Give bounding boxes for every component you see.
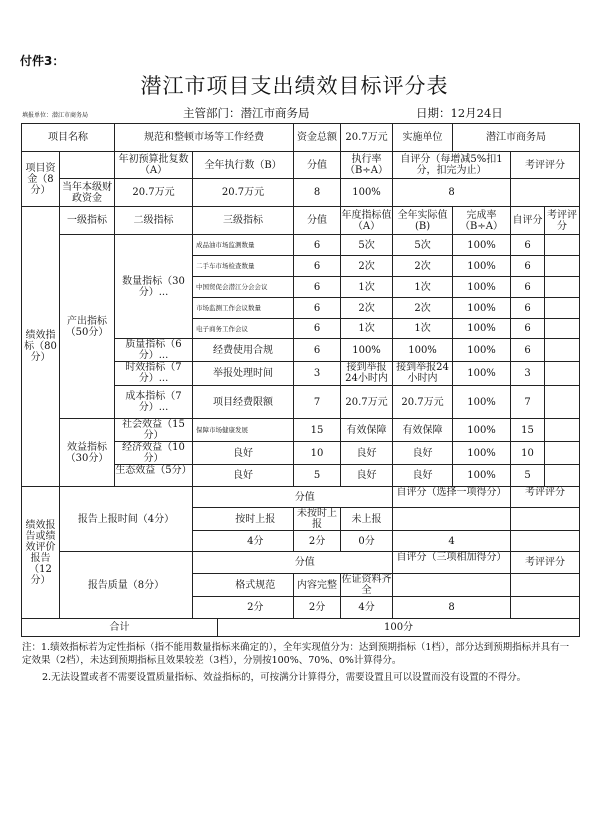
report-quality-gap <box>193 552 218 574</box>
indicator-eval <box>545 298 580 319</box>
indicator-actual: 1次 <box>393 319 453 339</box>
funds-eval-header: 考评评分 <box>511 152 580 179</box>
indicator-self: 6 <box>511 298 545 319</box>
indicator-target: 良好 <box>341 465 393 487</box>
level2-header: 二级指标 <box>115 207 193 235</box>
indicator-eval <box>545 277 580 298</box>
annual-budget-value: 20.7万元 <box>115 179 193 207</box>
report-quality-gap <box>193 597 218 619</box>
table-row <box>22 419 580 442</box>
project-row <box>22 124 580 152</box>
indicator-target: 1次 <box>341 319 393 339</box>
indicator-actual: 1次 <box>393 277 453 298</box>
report-time-eval-blank <box>511 508 580 531</box>
indicator-self: 7 <box>511 386 545 419</box>
indicator-score: 15 <box>294 419 341 442</box>
indicator-rate: 100% <box>453 419 511 442</box>
perf-score-header: 分值 <box>294 207 341 235</box>
indicator-score: 5 <box>294 465 341 487</box>
indicator-name: 电子商务工作会议 <box>193 319 294 339</box>
report-time-eval-value <box>511 531 580 552</box>
total-funds-label: 资金总额 <box>294 124 341 152</box>
report-time-self-blank <box>393 508 511 531</box>
indicator-name: 经费使用合规 <box>193 339 294 362</box>
indicator-target: 良好 <box>341 442 393 465</box>
indicator-score: 3 <box>294 362 341 386</box>
indicator-eval <box>545 362 580 386</box>
funds-section-label: 项目资金（8分） <box>22 152 60 207</box>
report-time-gap <box>193 508 218 531</box>
page-title: 潜江市项目支出绩效目标评分表 <box>140 74 449 98</box>
indicator-eval <box>545 339 580 362</box>
indicator-eval <box>545 319 580 339</box>
perf-header-row <box>22 207 580 235</box>
full-year-exec-header: 全年执行数（B） <box>193 152 294 179</box>
table-row <box>22 235 580 256</box>
indicator-eval <box>545 235 580 256</box>
funds-header-row <box>22 152 580 179</box>
indicator-name: 成品油市场监测数量 <box>193 235 294 256</box>
rate-header: 完成率（B÷A） <box>453 207 511 235</box>
indicator-target: 有效保障 <box>341 419 393 442</box>
indicator-rate: 100% <box>453 442 511 465</box>
indicator-actual: 5次 <box>393 235 453 256</box>
project-name-label: 项目名称 <box>22 124 115 152</box>
impl-unit-label: 实施单位 <box>393 124 453 152</box>
quantity-group-label: 数量指标（30分）... <box>115 235 193 339</box>
report-quality-gap <box>193 574 218 597</box>
effect-indicator-label: 效益指标（30分） <box>60 419 115 487</box>
project-name: 规范和整顿市场等工作经费 <box>115 124 294 152</box>
exec-rate-header: 执行率（B÷A） <box>341 152 393 179</box>
indicator-self: 6 <box>511 319 545 339</box>
indicator-name: 良好 <box>193 465 294 487</box>
report-section-label: 绩效报告或绩效评价报告（12分） <box>22 487 60 619</box>
report-time-gap <box>193 487 218 508</box>
indicator-actual: 2次 <box>393 256 453 277</box>
level1-header: 一级指标 <box>60 207 115 235</box>
indicator-eval <box>545 419 580 442</box>
economic-group-label: 经济效益（10分） <box>115 442 193 465</box>
indicator-actual: 20.7万元 <box>393 386 453 419</box>
social-group-label: 社会效益（15分） <box>115 419 193 442</box>
note-1: 注：1.绩效指标若为定性指标（指不能用数量指标来确定的），全年实现值分为：达到预期指标（1档），部分达到预期指标并具有一定效果（2档），未达到预期指标且效果较差（3档），分别按100%、70%、0%计算得分。 <box>22 642 570 666</box>
indicator-eval <box>545 256 580 277</box>
funds-row-label: 当年本级财政资金 <box>60 179 115 207</box>
funds-blank <box>60 152 115 179</box>
score-table <box>21 123 580 637</box>
indicator-name: 良好 <box>193 442 294 465</box>
target-header: 年度指标值（A） <box>341 207 393 235</box>
indicator-self: 10 <box>511 442 545 465</box>
report-quality-eval-header: 考评评分 <box>511 552 580 574</box>
report-time-self-value: 4 <box>393 531 511 552</box>
indicator-rate: 100% <box>453 277 511 298</box>
report-quality-eval-value <box>511 597 580 619</box>
total-row <box>22 619 580 637</box>
late-label: 未按时上报 <box>294 508 341 531</box>
indicator-score: 6 <box>294 235 341 256</box>
indicator-self: 6 <box>511 339 545 362</box>
indicator-rate: 100% <box>453 339 511 362</box>
indicator-actual: 2次 <box>393 298 453 319</box>
complete-score: 2分 <box>294 597 341 619</box>
report-time-score-header: 分值 <box>218 487 393 508</box>
indicator-target: 5次 <box>341 235 393 256</box>
indicator-target: 20.7万元 <box>341 386 393 419</box>
funds-self-score-value: 8 <box>393 179 511 207</box>
indicator-actual: 良好 <box>393 465 453 487</box>
total-label: 合计 <box>22 619 218 637</box>
output-indicator-label: 产出指标（50分） <box>60 235 115 419</box>
indicator-name: 中国贸促会潜江分会会议 <box>193 277 294 298</box>
on-time-label: 按时上报 <box>218 508 294 531</box>
indicator-actual: 100% <box>393 339 453 362</box>
annual-budget-header: 年初预算批复数（A） <box>115 152 193 179</box>
quality-group-label: 质量指标（6分）... <box>115 339 193 362</box>
indicator-name: 市场监测工作会议数量 <box>193 298 294 319</box>
report-quality-self-blank <box>393 574 511 597</box>
indicator-name: 保障市场健康发展 <box>193 419 294 442</box>
evidence-label: 佐证资料齐全 <box>341 574 392 596</box>
indicator-self: 5 <box>511 465 545 487</box>
indicator-score: 6 <box>294 277 341 298</box>
on-time-score: 4分 <box>218 531 294 552</box>
indicator-target: 2次 <box>341 256 393 277</box>
indicator-score: 6 <box>294 256 341 277</box>
fill-unit: 填报单位：潜江市商务局 <box>22 112 89 119</box>
perf-section-label: 绩效指标（80分） <box>22 207 60 487</box>
funds-score-value: 8 <box>294 179 341 207</box>
report-quality-label: 报告质量（8分） <box>60 552 193 619</box>
indicator-rate: 100% <box>453 319 511 339</box>
funds-score-header: 分值 <box>294 152 341 179</box>
indicator-target: 1次 <box>341 277 393 298</box>
indicator-self: 6 <box>511 277 545 298</box>
cost-group-label: 成本指标（7分）... <box>115 386 193 419</box>
format-label: 格式规范 <box>218 574 294 597</box>
indicator-actual: 有效保障 <box>393 419 453 442</box>
self-header: 自评分 <box>511 207 545 235</box>
indicator-target: 2次 <box>341 298 393 319</box>
indicator-actual: 良好 <box>393 442 453 465</box>
ecological-group-label: 生态效益（5分） <box>115 465 193 487</box>
timeliness-group-label: 时效指标（7分）... <box>115 362 193 386</box>
indicator-name: 举报处理时间 <box>193 362 294 386</box>
report-time-gap <box>193 531 218 552</box>
indicator-score: 6 <box>294 298 341 319</box>
report-time-eval-header: 考评评分 <box>511 487 580 508</box>
attachment-label: 付件3： <box>20 54 65 68</box>
evidence-score: 4分 <box>341 597 393 619</box>
indicator-self: 6 <box>511 256 545 277</box>
total-value: 100分 <box>218 619 580 637</box>
indicator-score: 10 <box>294 442 341 465</box>
funds-value-row <box>22 179 580 207</box>
indicator-rate: 100% <box>453 465 511 487</box>
indicator-score: 7 <box>294 386 341 419</box>
not-reported-label: 未上报 <box>341 508 393 531</box>
late-score: 2分 <box>294 531 341 552</box>
funds-self-score-header: 自评分（每增减5%扣1分，扣完为止） <box>393 152 511 179</box>
indicator-rate: 100% <box>453 362 511 386</box>
indicator-target: 100% <box>341 339 393 362</box>
indicator-eval <box>545 442 580 465</box>
level3-header: 三级指标 <box>193 207 294 235</box>
indicator-name: 项目经费限额 <box>193 386 294 419</box>
full-year-exec-value: 20.7万元 <box>193 179 294 207</box>
indicator-self: 15 <box>511 419 545 442</box>
indicator-actual: 接到举报24小时内 <box>393 362 453 386</box>
report-time-header-row <box>22 487 580 508</box>
note-2: 2.无法设置或者不需要设置质量指标、效益指标的，可按满分计算得分，需要设置且可以设置而没有设置的不得分。 <box>42 672 527 683</box>
complete-label: 内容完整 <box>294 574 341 597</box>
indicator-score: 6 <box>294 319 341 339</box>
funds-eval-value <box>511 179 580 207</box>
indicator-rate: 100% <box>453 386 511 419</box>
report-quality-header-row <box>22 552 580 574</box>
indicator-target: 接到举报24小时内 <box>341 362 393 386</box>
indicator-eval <box>545 465 580 487</box>
eval-header: 考评评分 <box>545 207 580 235</box>
supervising-dept: 主管部门：潜江市商务局 <box>183 106 310 120</box>
indicator-rate: 100% <box>453 256 511 277</box>
indicator-self: 3 <box>511 362 545 386</box>
not-reported-score: 0分 <box>341 531 393 552</box>
indicator-rate: 100% <box>453 235 511 256</box>
report-quality-eval-blank <box>511 574 580 597</box>
exec-rate-value: 100% <box>341 179 393 207</box>
format-score: 2分 <box>218 597 294 619</box>
indicator-eval <box>545 386 580 419</box>
form-date: 日期：12月24日 <box>416 106 503 120</box>
actual-header: 全年实际值(B) <box>393 207 453 235</box>
report-quality-score-header: 分值 <box>218 552 393 574</box>
indicator-name: 二手车市场检查数量 <box>193 256 294 277</box>
report-quality-self-value: 8 <box>393 597 511 619</box>
indicator-self: 6 <box>511 235 545 256</box>
indicator-score: 6 <box>294 339 341 362</box>
report-quality-self-header: 自评分（三项相加得分） <box>393 552 511 574</box>
total-funds: 20.7万元 <box>341 124 393 152</box>
report-time-self-header: 自评分（选择一项得分） <box>393 487 511 508</box>
impl-unit: 潜江市商务局 <box>453 124 580 152</box>
indicator-rate: 100% <box>453 298 511 319</box>
report-time-label: 报告上报时间（4分） <box>60 487 193 552</box>
